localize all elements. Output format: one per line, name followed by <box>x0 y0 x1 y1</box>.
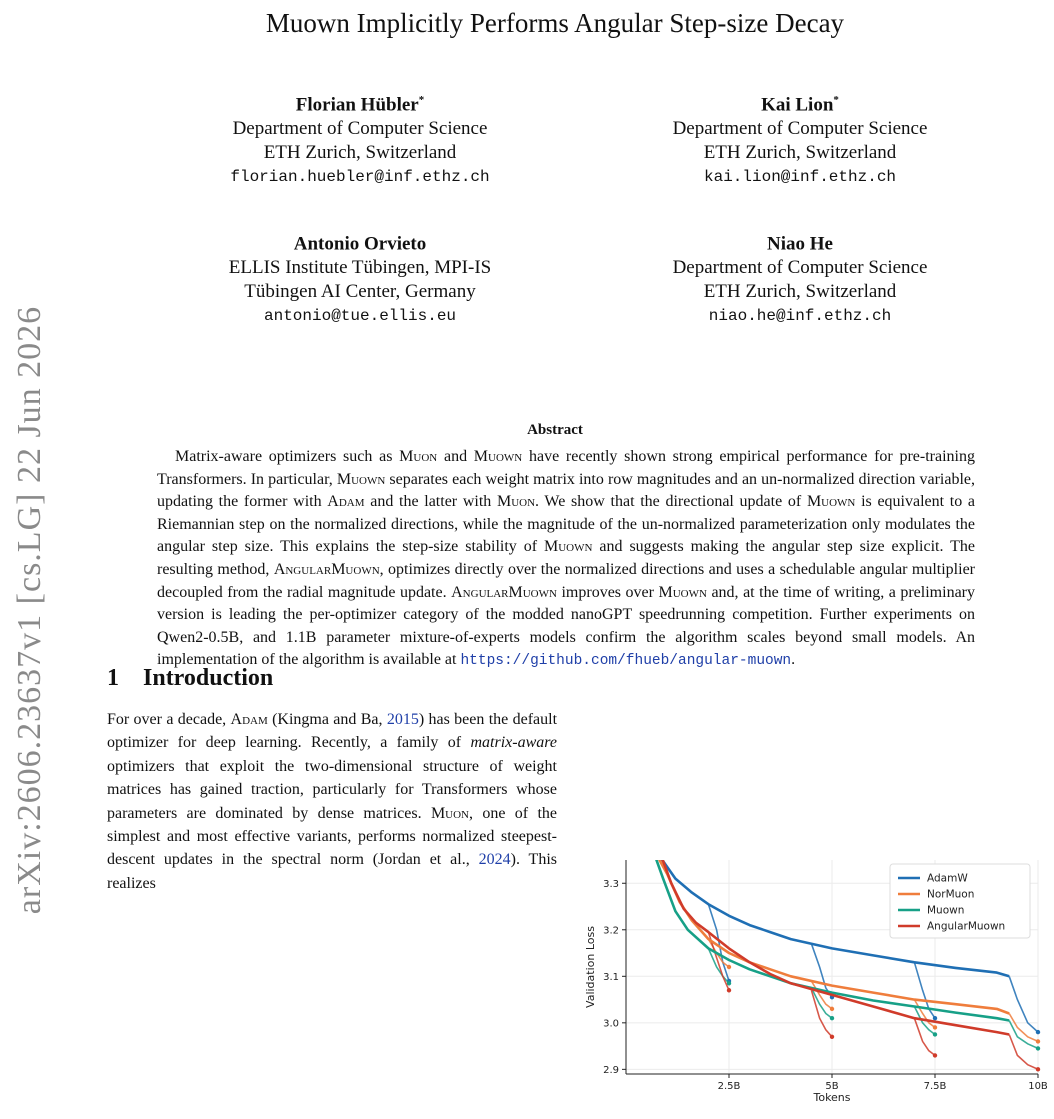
legend-label-adamw: AdamW <box>927 872 968 885</box>
author-email[interactable]: niao.he@inf.ethz.ch <box>708 307 892 326</box>
series-normuon-final-point <box>727 965 731 969</box>
introduction-text: For over a decade, Adam (Kingma and Ba, 2015) has been the default optimizer for deep learning. Recently, a family of matrix-aware optimizers that exploit the two-dimensional structure of weight matrices has gained traction, particularly for Transformers whose parameters are dominated by dense matrices. Muon, one of the simplest and most effective variants, performs normalized steepest-descent updates in the spectral norm (Jordan et al., 2024). This realizes <box>107 711 558 892</box>
author-affiliation: Tübingen AI Center, Germany <box>244 281 476 303</box>
y-tick-label: 3.0 <box>603 1018 619 1030</box>
author-block <box>590 227 1010 328</box>
abstract-text: Matrix-aware optimizers such as Muon and Muown have recently shown strong empirical performance for pre-training Transformers. In particular, Muown separates each weight matrix into row magnitudes and an un-normalized direction variable, updating the former with Adam and the latter with Muon. We show that the directional update of Muown is equivalent to a Riemannian step on the normalized directions, while the magnitude of the un-normalized parameterization only modulates the angular step size. This explains the step-size stability of Muown and suggests making the angular step size explicit. The resulting method, AngularMuown, optimizes directly over the normalized directions and uses a schedulable angular multiplier decoupled from the radial magnitude update. AngularMuown improves over Muown and, at the time of writing, a preliminary version is leading the per-optimizer category of the modded nanoGPT speedrunning competition. Further experiments on Qwen2-0.5B, and 1.1B parameter mixture-of-experts models confirm the algorithm scales beyond small models. An implementation of the algorithm is available at https://github.com/fhueb/angular-muown. <box>157 448 976 670</box>
author-name: Antonio Orvieto <box>293 233 427 255</box>
author-email[interactable]: antonio@tue.ellis.eu <box>263 307 457 326</box>
arxiv-sidebar <box>0 190 60 1030</box>
author-block <box>150 227 570 328</box>
author-block <box>150 88 570 189</box>
legend-label-muown: Muown <box>927 904 965 917</box>
arxiv-identifier: arXiv:2606.23637v1 [cs.LG] 22 Jun 2026 <box>11 305 48 915</box>
y-axis-label: Validation Loss <box>584 926 597 1008</box>
series-normuon-final-point <box>1036 1039 1040 1043</box>
series-angularmuown-final-point <box>727 988 731 992</box>
equal-contribution-mark: * <box>418 94 425 106</box>
series-adamw-final-point <box>1036 1030 1040 1034</box>
citation-jordan: Jordan et al., <box>378 851 470 869</box>
validation-loss-figure <box>560 850 1054 1115</box>
series-angularmuown-decay-line <box>914 1018 935 1055</box>
equal-contribution-mark: * <box>833 94 839 106</box>
citation-kingma: Kingma and Ba, <box>277 711 383 728</box>
series-adamw-decay-line <box>1009 976 1038 1032</box>
series-angularmuown-final-point <box>1036 1067 1040 1071</box>
section-heading <box>107 665 273 692</box>
abstract-heading: Abstract <box>527 422 583 438</box>
y-tick-label: 3.1 <box>603 971 619 983</box>
x-axis-label: Tokens <box>813 1091 851 1104</box>
legend-label-normuon: NorMuon <box>927 888 975 901</box>
author-affiliation: ETH Zurich, Switzerland <box>703 281 897 303</box>
series-adamw-final-point <box>933 1016 937 1020</box>
series-angularmuown-final-point <box>933 1053 937 1057</box>
citation-link[interactable]: 2015 <box>386 711 419 728</box>
author-affiliation: ELLIS Institute Tübingen, MPI-IS <box>228 257 492 279</box>
author-affiliation: ETH Zurich, Switzerland <box>703 142 897 164</box>
author-affiliation: Department of Computer Science <box>672 257 928 279</box>
validation-loss-chart <box>560 850 1054 1115</box>
author-name: Kai Lion <box>761 94 834 116</box>
series-normuon-final-point <box>830 1007 834 1011</box>
series-muown-final-point <box>933 1032 937 1036</box>
series-muown-final-point <box>1036 1046 1040 1050</box>
code-repository-link[interactable]: https://github.com/fhueb/angular-muown <box>460 653 792 670</box>
section-number: 1 <box>107 665 119 691</box>
section-title: Introduction <box>143 665 274 691</box>
x-tick-label: 5B <box>825 1081 839 1092</box>
author-affiliation: Department of Computer Science <box>672 118 928 140</box>
author-affiliation: ETH Zurich, Switzerland <box>263 142 457 164</box>
legend-label-angularmuown: AngularMuown <box>927 920 1006 933</box>
y-tick-label: 2.9 <box>603 1064 619 1076</box>
y-tick-label: 3.3 <box>603 878 619 890</box>
author-email[interactable]: florian.huebler@inf.ethz.ch <box>230 168 490 187</box>
author-block <box>590 88 1010 189</box>
author-name: Florian Hübler <box>295 94 419 116</box>
x-tick-label: 7.5B <box>923 1081 947 1092</box>
series-angularmuown-final-point <box>830 1035 834 1039</box>
series-normuon-final-point <box>933 1025 937 1029</box>
author-affiliation: Department of Computer Science <box>232 118 488 140</box>
paper-title: Muown Implicitly Performs Angular Step-size Decay <box>265 8 845 38</box>
series-muown-final-point <box>727 981 731 985</box>
series-muown-final-point <box>830 1016 834 1020</box>
y-tick-label: 3.2 <box>603 925 619 937</box>
x-tick-label: 10B <box>1028 1081 1048 1092</box>
author-email[interactable]: kai.lion@inf.ethz.ch <box>703 168 897 187</box>
x-tick-label: 2.5B <box>717 1081 741 1092</box>
citation-link[interactable]: 2024 <box>478 851 511 869</box>
author-name: Niao He <box>767 233 833 255</box>
